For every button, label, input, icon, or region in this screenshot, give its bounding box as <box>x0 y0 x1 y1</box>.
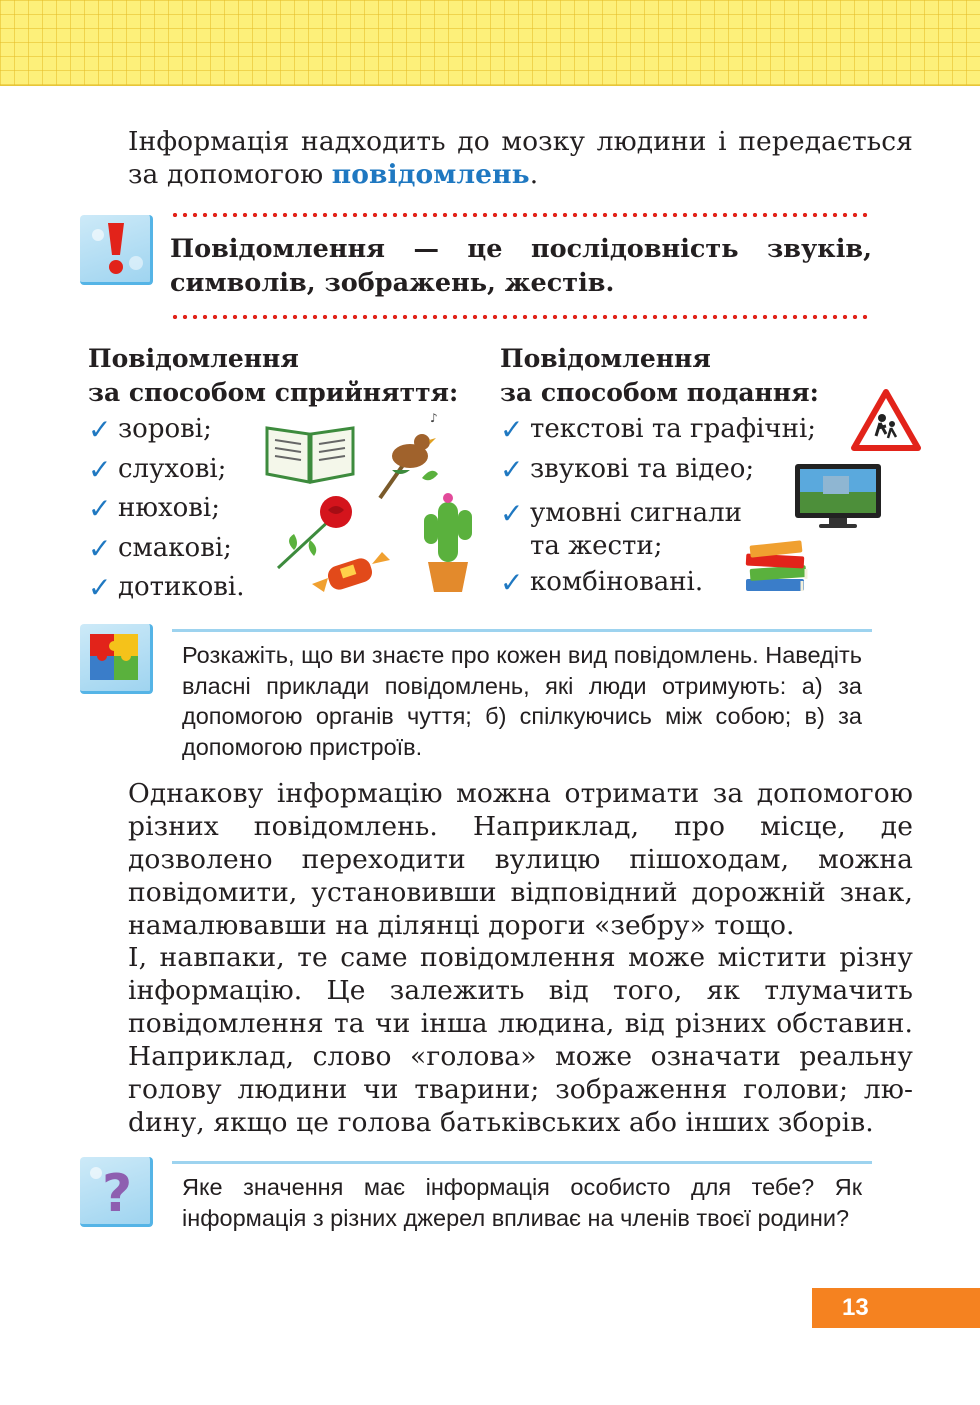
list-item <box>88 489 245 529</box>
list-item-label: та жести; <box>530 531 663 561</box>
list-item-label: комбіновані. <box>530 567 704 597</box>
checkmark-icon: ✓ <box>88 492 112 525</box>
question-text: Яке значення має інформація особисто для тебе? Як інформація з різних джерел впливає на членів твоєї родини? <box>182 1174 862 1231</box>
list-item <box>88 529 245 569</box>
left-column-heading <box>88 342 458 410</box>
list-item-label: дотикові. <box>118 572 245 602</box>
perception-list <box>88 410 245 608</box>
question-icon-box <box>80 1157 153 1227</box>
exclamation-icon <box>80 215 150 282</box>
task-text: Розкажіть, що ви знаєте про кожен вид повідомлень. Наведіть власні приклади повідомлень, які люди отримують: а) за допомогою органів чуття; б) спілкуючись між собою; в) за допомогою пристроїв. <box>182 642 862 760</box>
checkmark-icon: ✓ <box>88 531 112 565</box>
bird-image <box>370 408 445 503</box>
svg-text:♪: ♪ <box>430 411 438 425</box>
puzzle-icon <box>80 624 150 691</box>
checkmark-icon: ✓ <box>500 413 524 446</box>
grid-header-band <box>0 0 980 86</box>
left-heading-line2: за способом сприйняття: <box>88 378 459 407</box>
list-item-label: звукові та відео; <box>530 453 755 484</box>
list-item-label: нюхові; <box>118 493 220 523</box>
list-item-label: слухові; <box>118 453 227 484</box>
dotted-divider-top <box>170 213 872 217</box>
list-item-label: смакові; <box>118 532 232 563</box>
checkmark-icon: ✓ <box>500 566 524 599</box>
list-item <box>500 450 816 490</box>
question-divider <box>172 1161 872 1164</box>
paragraph-same-message: І, навпаки, те саме повідомлення може містити різну інформацію. Це залежить від того, як тлумачить повідомлення та чи інша людина, від різних обставин. Наприклад, слово «голова» може означати реальну голову людини чи тварини; зображення голови; люdину, якщо це голова батьківських або інших зборів. <box>128 942 913 1138</box>
right-heading-line2: за способом подання: <box>500 378 819 407</box>
checkmark-icon: ✓ <box>500 452 524 486</box>
cactus-image <box>420 490 475 595</box>
right-column-heading <box>500 342 819 410</box>
left-heading-line1: Повідомлення <box>88 344 299 373</box>
attention-icon-box <box>80 215 153 285</box>
open-book-image <box>263 418 357 486</box>
intro-text-before: Інформація надходить до мозку людини і передається за допомогою <box>128 126 913 190</box>
definition-text: Повідомлення — це послідовність звуків, символів, зображень, жестів. <box>170 234 872 298</box>
list-item <box>88 410 245 450</box>
list-item <box>88 568 245 608</box>
task-icon-box <box>80 624 153 694</box>
intro-keyword: повідомлень <box>331 159 530 190</box>
checkmark-icon: ✓ <box>88 413 112 446</box>
list-item <box>88 450 245 490</box>
checkmark-icon: ✓ <box>88 452 112 486</box>
question-icon <box>80 1157 150 1224</box>
svg-text:?: ? <box>102 1164 133 1224</box>
list-item <box>500 410 816 450</box>
page-number: 13 <box>812 1288 980 1328</box>
list-item-label: зорові; <box>118 414 212 444</box>
candy-image <box>306 548 396 598</box>
list-item <box>500 497 816 530</box>
intro-text-after: . <box>529 159 539 190</box>
right-heading-line1: Повідомлення <box>500 344 711 373</box>
road-sign-image <box>850 388 922 452</box>
intro-paragraph <box>88 125 913 191</box>
checkmark-icon: ✓ <box>500 497 524 530</box>
list-item-label: умовні сигнали <box>530 498 742 528</box>
books-stack-image <box>740 535 812 597</box>
checkmark-icon: ✓ <box>88 571 112 604</box>
dotted-divider-bottom <box>170 315 872 319</box>
task-divider <box>172 629 872 632</box>
paragraph-same-info: Однакову інформацію можна отримати за допомогою різних повідомлень. Наприклад, про місце, де дозволено переходити вулицю пішоходам, можна повідомити, установивши відповідний дорожній знак, намалювавши на ділянці дороги «зебру» тощо. <box>128 778 913 941</box>
list-item-label: текстові та графічні; <box>530 414 817 444</box>
tv-image <box>793 462 883 530</box>
